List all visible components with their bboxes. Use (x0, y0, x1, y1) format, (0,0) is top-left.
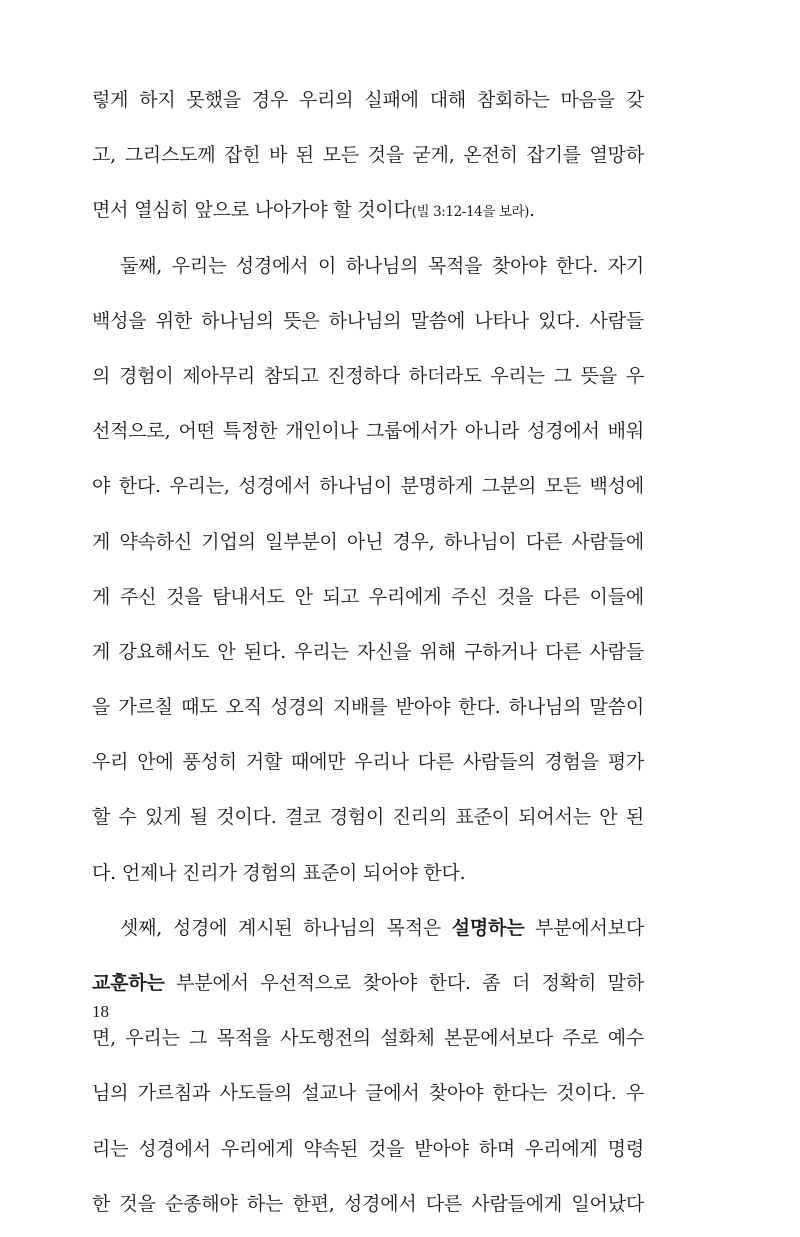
text-line: 한 것을 순종해야 하는 한편, 성경에서 다른 사람들에게 일어났다 (92, 1192, 644, 1215)
text-line: 다. 언제나 진리가 경험의 표준이 되어야 한다. (92, 861, 466, 884)
emphasized-term: 교훈하는 (92, 972, 165, 994)
text-line: 의 경험이 제아무리 참되고 진정하다 하더라도 우리는 그 뜻을 우 (92, 364, 644, 387)
text-line: 님의 가르침과 사도들의 설교나 글에서 찾아야 한다는 것이다. 우 (92, 1082, 644, 1105)
text-line: 백성을 위한 하나님의 뜻은 하나님의 말씀에 나타나 있다. 사람들 (92, 309, 644, 332)
page-number: 18 (92, 1002, 109, 1021)
line-text: 면서 열심히 앞으로 나아가야 할 것이다 (92, 199, 412, 222)
line-text: 부분에서보다 (524, 916, 644, 939)
text-line (92, 188, 644, 243)
text-line: 을 가르칠 때도 오직 성경의 지배를 받아야 한다. 하나님의 말씀이 (92, 696, 644, 719)
line-text: 셋째, 성경에 계시된 하나님의 목적은 (120, 916, 452, 939)
line-tail: . (529, 199, 535, 222)
text-line: 야 한다. 우리는, 성경에서 하나님이 분명하게 그분의 모든 백성에 (92, 475, 644, 498)
text-line: 면, 우리는 그 목적을 사도행전의 설화체 본문에서보다 주로 예수 (92, 1027, 644, 1050)
paragraph-first-line (92, 906, 644, 961)
text-line: 리는 성경에서 우리에게 약속된 것을 받아야 하며 우리에게 명령 (92, 1137, 644, 1160)
text-line (92, 961, 644, 1016)
text-line: 고, 그리스도께 잡힌 바 된 모든 것을 굳게, 온전히 잡기를 열망하 (92, 144, 644, 167)
text-line: 우리 안에 풍성히 거할 때에만 우리나 다른 사람들의 경험을 평가 (92, 751, 644, 774)
paragraph-first-line: 둘째, 우리는 성경에서 이 하나님의 목적을 찾아야 한다. 자기 (120, 254, 644, 277)
line-text: 부분에서 우선적으로 찾아야 한다. 좀 더 정확히 말하 (164, 972, 644, 994)
text-line: 게 주신 것을 탐내서도 안 되고 우리에게 주신 것을 다른 이들에 (92, 585, 644, 608)
text-line: 게 강요해서도 안 된다. 우리는 자신을 위해 구하거나 다른 사람들 (92, 640, 644, 663)
text-line: 렇게 하지 못했을 경우 우리의 실패에 대해 참회하는 마음을 갖 (92, 89, 644, 111)
emphasized-term: 설명하는 (451, 916, 525, 939)
text-line: 할 수 있게 될 것이다. 결코 경험이 진리의 표준이 되어서는 안 된 (92, 806, 644, 829)
text-line: 선적으로, 어떤 특정한 개인이나 그룹에서가 아니라 성경에서 배워 (92, 420, 644, 443)
body-text (92, 78, 644, 1237)
bible-reference: (빌 3:12-14을 보라) (411, 204, 530, 221)
text-line: 게 약속하신 기업의 일부분이 아닌 경우, 하나님이 다른 사람들에 (92, 530, 644, 553)
